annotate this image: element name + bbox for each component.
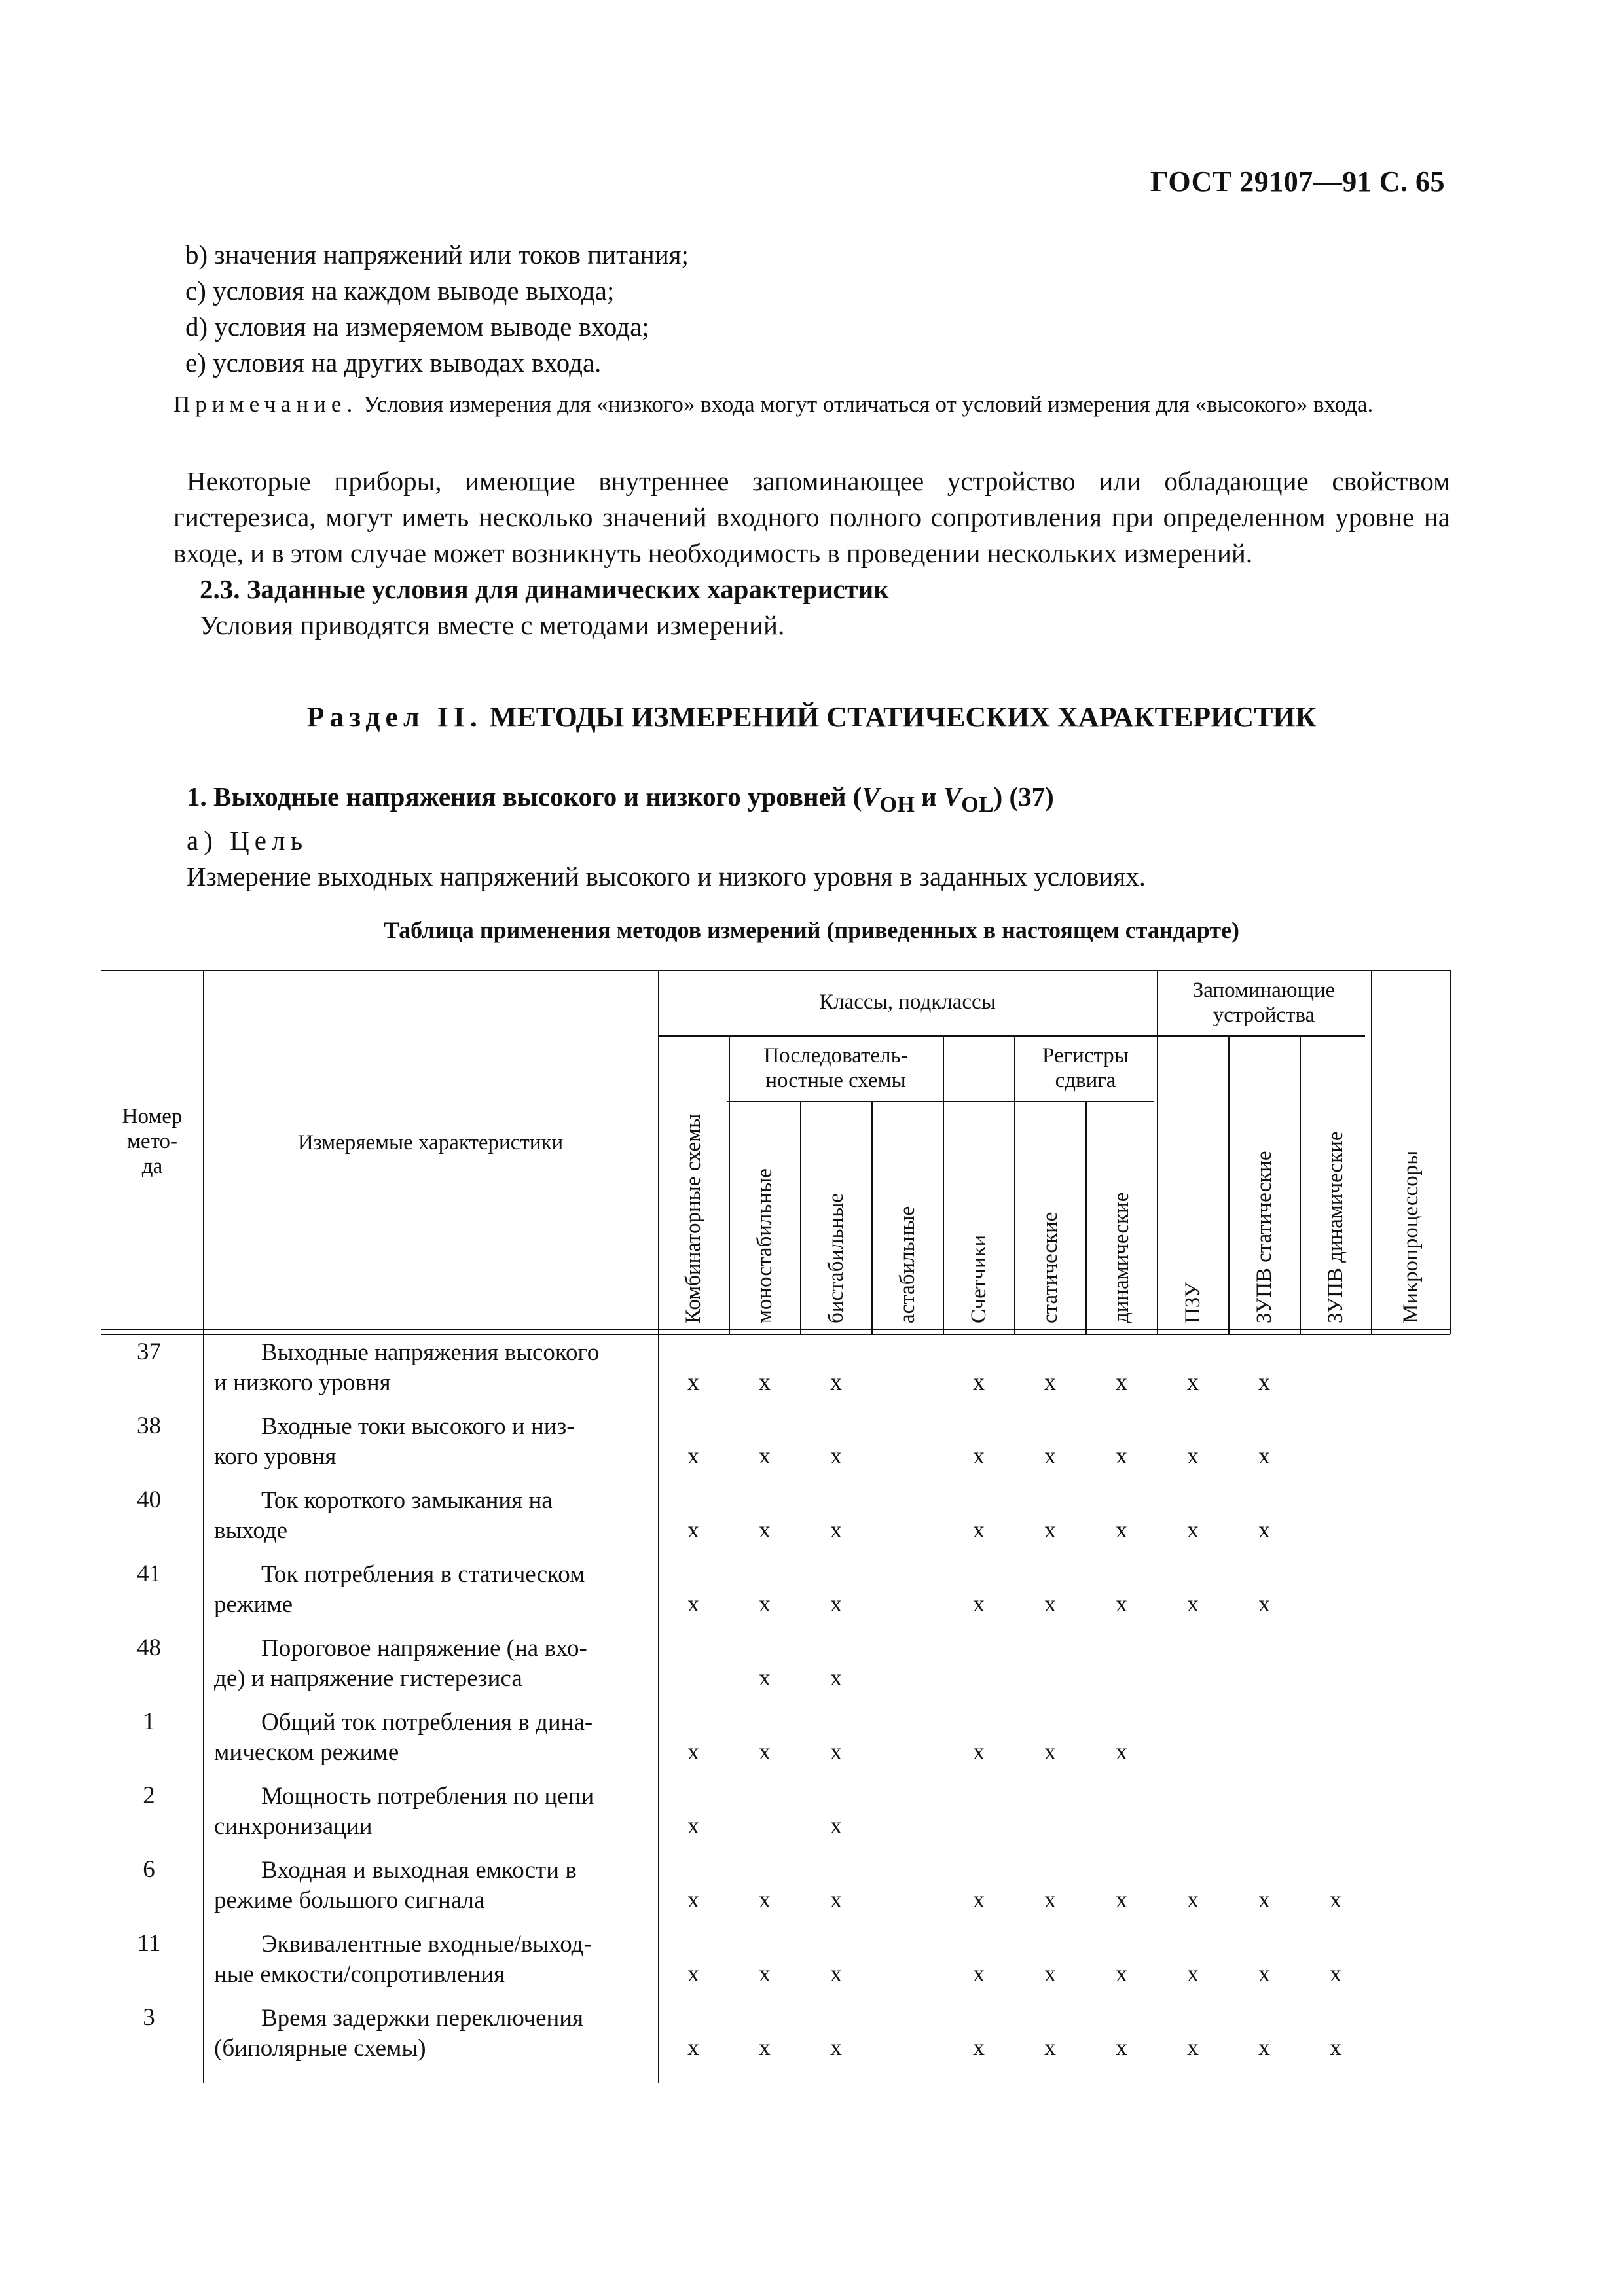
registers-header-line: Регистры (1042, 1044, 1129, 1067)
col-rule (1371, 970, 1372, 1334)
header-bottom-rule-2 (101, 1334, 1450, 1335)
row-characteristic-line: Входная и выходная емкости в (261, 1857, 577, 1884)
sequential-header-line: Последователь- (763, 1044, 908, 1067)
applicability-mark: x (687, 1960, 699, 1986)
number-header-line: да (141, 1155, 163, 1178)
column-header: Комбинаторные схемы (682, 1113, 705, 1323)
row-number: 1 (143, 1708, 155, 1735)
applicability-mark: x (1116, 1369, 1127, 1395)
applicability-mark: x (1187, 1886, 1199, 1912)
applicability-mark: x (830, 1590, 842, 1617)
paragraph-text: Некоторые приборы, имеющие внутреннее запоминающее устройство или обладающие свойством гистерезиса, могут иметь несколько значений входного полного сопротивления при определенном уровне на входе, и в этом случае может возникнуть необходимость в проведении нескольких измерений. (173, 466, 1450, 568)
list-item: d) условия на измеряемом выводе входа; (185, 312, 649, 342)
applicability-mark: x (1044, 1886, 1056, 1912)
note-text: Условия измерения для «низкого» входа могут отличаться от условий измерения для «высокого» входа. (363, 391, 1374, 417)
applicability-mark: x (830, 1443, 842, 1469)
section-prefix: Раздел II. (306, 701, 483, 733)
column-header: Микропроцессоры (1399, 1150, 1423, 1323)
item-label: а) Цель (187, 825, 308, 856)
registers-header (1014, 1043, 1157, 1093)
header-registers-rule (1013, 1101, 1154, 1102)
voh-symbol: V (862, 781, 880, 812)
row-number: 11 (137, 1930, 161, 1957)
applicability-mark: x (687, 1590, 699, 1617)
memory-header-line: устройства (1213, 1003, 1315, 1027)
applicability-mark: x (1258, 1886, 1270, 1912)
column-header: астабильные (896, 1206, 919, 1323)
paragraph (173, 463, 1450, 643)
applicability-mark: x (1116, 1960, 1127, 1986)
characteristics-header: Измеряемые характеристики (297, 1131, 564, 1155)
applicability-mark: x (1116, 1516, 1127, 1543)
row-number: 2 (143, 1782, 155, 1809)
applicability-mark: x (973, 1738, 985, 1765)
row-number: 38 (137, 1412, 161, 1439)
section-title (0, 700, 1623, 734)
applicability-mark: x (1044, 2034, 1056, 2060)
applicability-mark: x (973, 1960, 985, 1986)
applicability-mark: x (687, 2034, 699, 2060)
column-header: статические (1038, 1211, 1062, 1323)
column-header: ПЗУ (1181, 1282, 1205, 1323)
item-heading-text: 1. Выходные напряжения высокого и низкого уровней ( (187, 781, 862, 812)
subsection-title: 2.3. Заданные условия для динамических характеристик (200, 574, 889, 604)
classes-header: Классы, подклассы (819, 990, 996, 1014)
applicability-mark: x (759, 1516, 771, 1543)
applicability-mark: x (830, 1369, 842, 1395)
col-rule (1085, 1101, 1087, 1334)
row-characteristic-line: синхронизации (214, 1813, 373, 1840)
row-characteristic-line: де) и напряжение гистерезиса (214, 1665, 522, 1692)
applicability-mark: x (1187, 1960, 1199, 1986)
applicability-mark: x (1330, 1886, 1341, 1912)
applicability-mark: x (759, 1664, 771, 1691)
applicability-mark: x (1187, 1590, 1199, 1617)
applicability-mark: x (973, 1369, 985, 1395)
number-header-line: мето- (126, 1130, 177, 1153)
row-characteristic-line: Входные токи высокого и низ- (261, 1413, 575, 1440)
header-bottom-rule (101, 1329, 1450, 1330)
applicability-mark: x (687, 1443, 699, 1469)
applicability-mark: x (759, 2034, 771, 2060)
item-heading-end: ) (37) (993, 781, 1054, 812)
registers-header-line: сдвига (1055, 1069, 1116, 1092)
applicability-mark: x (830, 1812, 842, 1839)
applicability-mark: x (1044, 1590, 1056, 1617)
row-characteristic-line: Общий ток потребления в дина- (261, 1709, 593, 1736)
column-header: ЗУПВ статические (1252, 1151, 1276, 1323)
row-characteristic-line: Пороговое напряжение (на вхо- (261, 1635, 587, 1662)
row-number: 6 (143, 1856, 155, 1883)
applicability-mark: x (1044, 1516, 1056, 1543)
item-1 (173, 779, 1450, 895)
applicability-mark: x (830, 2034, 842, 2060)
applicability-mark: x (1116, 1590, 1127, 1617)
row-characteristic-line: (биполярные схемы) (214, 2035, 426, 2062)
applicability-mark: x (1187, 2034, 1199, 2060)
column-header: моностабильные (753, 1168, 776, 1323)
row-characteristic-line: Мощность потребления по цепи (261, 1783, 594, 1810)
applicability-mark: x (830, 1886, 842, 1912)
col-rule (1228, 1035, 1230, 1334)
applicability-mark: x (830, 1738, 842, 1765)
memory-header (1157, 978, 1371, 1028)
note-label: Примечание. (173, 391, 358, 417)
page-header: ГОСТ 29107—91 С. 65 (1150, 166, 1445, 198)
vol-subscript: OL (961, 793, 994, 817)
applicability-mark: x (687, 1738, 699, 1765)
applicability-mark: x (830, 1516, 842, 1543)
table-top-rule (101, 970, 1450, 971)
applicability-mark: x (973, 1516, 985, 1543)
row-number: 41 (137, 1560, 161, 1587)
row-number: 40 (137, 1486, 161, 1513)
column-header: Счетчики (967, 1234, 991, 1323)
applicability-mark: x (973, 2034, 985, 2060)
item-heading-and: и (914, 781, 943, 812)
vol-symbol: V (943, 781, 962, 812)
applicability-mark: x (1258, 2034, 1270, 2060)
item-heading (187, 779, 1450, 823)
list-item: e) условия на других выводах входа. (185, 348, 602, 378)
applicability-mark: x (687, 1886, 699, 1912)
table-caption: Таблица применения методов измерений (приведенных в настоящем стандарте) (384, 917, 1239, 943)
row-number: 48 (137, 1634, 161, 1661)
applicability-mark: x (1116, 1886, 1127, 1912)
methods-table (101, 970, 1450, 2083)
applicability-mark: x (830, 1960, 842, 1986)
sequential-header (729, 1043, 943, 1093)
applicability-mark: x (1044, 1738, 1056, 1765)
applicability-mark: x (1044, 1369, 1056, 1395)
applicability-mark: x (759, 1738, 771, 1765)
header-sub-rule (658, 1035, 1365, 1037)
item-text: Измерение выходных напряжений высокого и низкого уровня в заданных условиях. (187, 861, 1146, 892)
number-header-line: Номер (122, 1105, 183, 1128)
row-characteristic-line: выходе (214, 1517, 288, 1544)
applicability-mark: x (687, 1516, 699, 1543)
row-characteristic-line: Время задержки переключения (261, 2005, 584, 2032)
applicability-mark: x (759, 1960, 771, 1986)
applicability-mark: x (1187, 1443, 1199, 1469)
applicability-mark: x (973, 1443, 985, 1469)
number-header (101, 1104, 203, 1179)
column-header: динамические (1110, 1192, 1133, 1323)
column-header: ЗУПВ динамические (1324, 1131, 1347, 1323)
memory-header-line: Запоминающие (1192, 978, 1336, 1002)
applicability-mark: x (1258, 1516, 1270, 1543)
applicability-mark: x (759, 1590, 771, 1617)
applicability-mark: x (973, 1886, 985, 1912)
section-name: МЕТОДЫ ИЗМЕРЕНИЙ СТАТИЧЕСКИХ ХАРАКТЕРИСТИК (489, 701, 1317, 733)
applicability-mark: x (1116, 1443, 1127, 1469)
applicability-mark: x (1258, 1590, 1270, 1617)
applicability-mark: x (687, 1369, 699, 1395)
row-characteristic-line: мическом режиме (214, 1739, 399, 1766)
row-number: 3 (143, 2004, 155, 2031)
row-characteristic-line: режиме большого сигнала (214, 1887, 485, 1914)
applicability-mark: x (1330, 2034, 1341, 2060)
row-characteristic-line: Эквивалентные входные/выход- (261, 1931, 592, 1958)
applicability-mark: x (1258, 1443, 1270, 1469)
header-sequential-rule (727, 1101, 1039, 1102)
applicability-mark: x (1044, 1960, 1056, 1986)
applicability-mark: x (1116, 2034, 1127, 2060)
col-rule (1300, 1035, 1301, 1334)
list-item: b) значения напряжений или токов питания; (185, 240, 689, 270)
voh-subscript: OH (879, 793, 915, 817)
sequential-header-line: ностные схемы (765, 1069, 906, 1092)
list-item: c) условия на каждом выводе выхода; (185, 276, 615, 306)
note (173, 387, 1450, 422)
applicability-mark: x (759, 1443, 771, 1469)
applicability-mark: x (1330, 1960, 1341, 1986)
applicability-mark: x (1044, 1443, 1056, 1469)
applicability-mark: x (1258, 1369, 1270, 1395)
applicability-mark: x (759, 1369, 771, 1395)
col-rule (871, 1101, 873, 1334)
row-characteristic-line: и низкого уровня (214, 1369, 391, 1396)
applicability-mark: x (830, 1664, 842, 1691)
row-characteristic-line: режиме (214, 1591, 293, 1618)
applicability-mark: x (1187, 1516, 1199, 1543)
row-characteristic-line: ные емкости/сопротивления (214, 1961, 505, 1988)
col-rule (800, 1101, 801, 1334)
subsection-text: Условия приводятся вместе с методами измерений. (200, 610, 785, 640)
applicability-mark: x (1187, 1369, 1199, 1395)
applicability-mark: x (973, 1590, 985, 1617)
row-number: 37 (137, 1338, 161, 1365)
applicability-mark: x (687, 1812, 699, 1839)
row-characteristic-line: кого уровня (214, 1443, 337, 1470)
row-characteristic-line: Ток короткого замыкания на (261, 1487, 553, 1514)
col-rule (1450, 970, 1451, 1334)
column-header: бистабильные (824, 1193, 848, 1323)
col-rule (943, 1035, 944, 1334)
row-characteristic (214, 1634, 751, 1694)
conditions-list (173, 237, 1450, 381)
row-characteristic-line: Ток потребления в статическом (261, 1561, 585, 1588)
row-characteristic-line: Выходные напряжения высокого (261, 1339, 600, 1366)
applicability-mark: x (759, 1886, 771, 1912)
applicability-mark: x (1116, 1738, 1127, 1765)
applicability-mark: x (1258, 1960, 1270, 1986)
